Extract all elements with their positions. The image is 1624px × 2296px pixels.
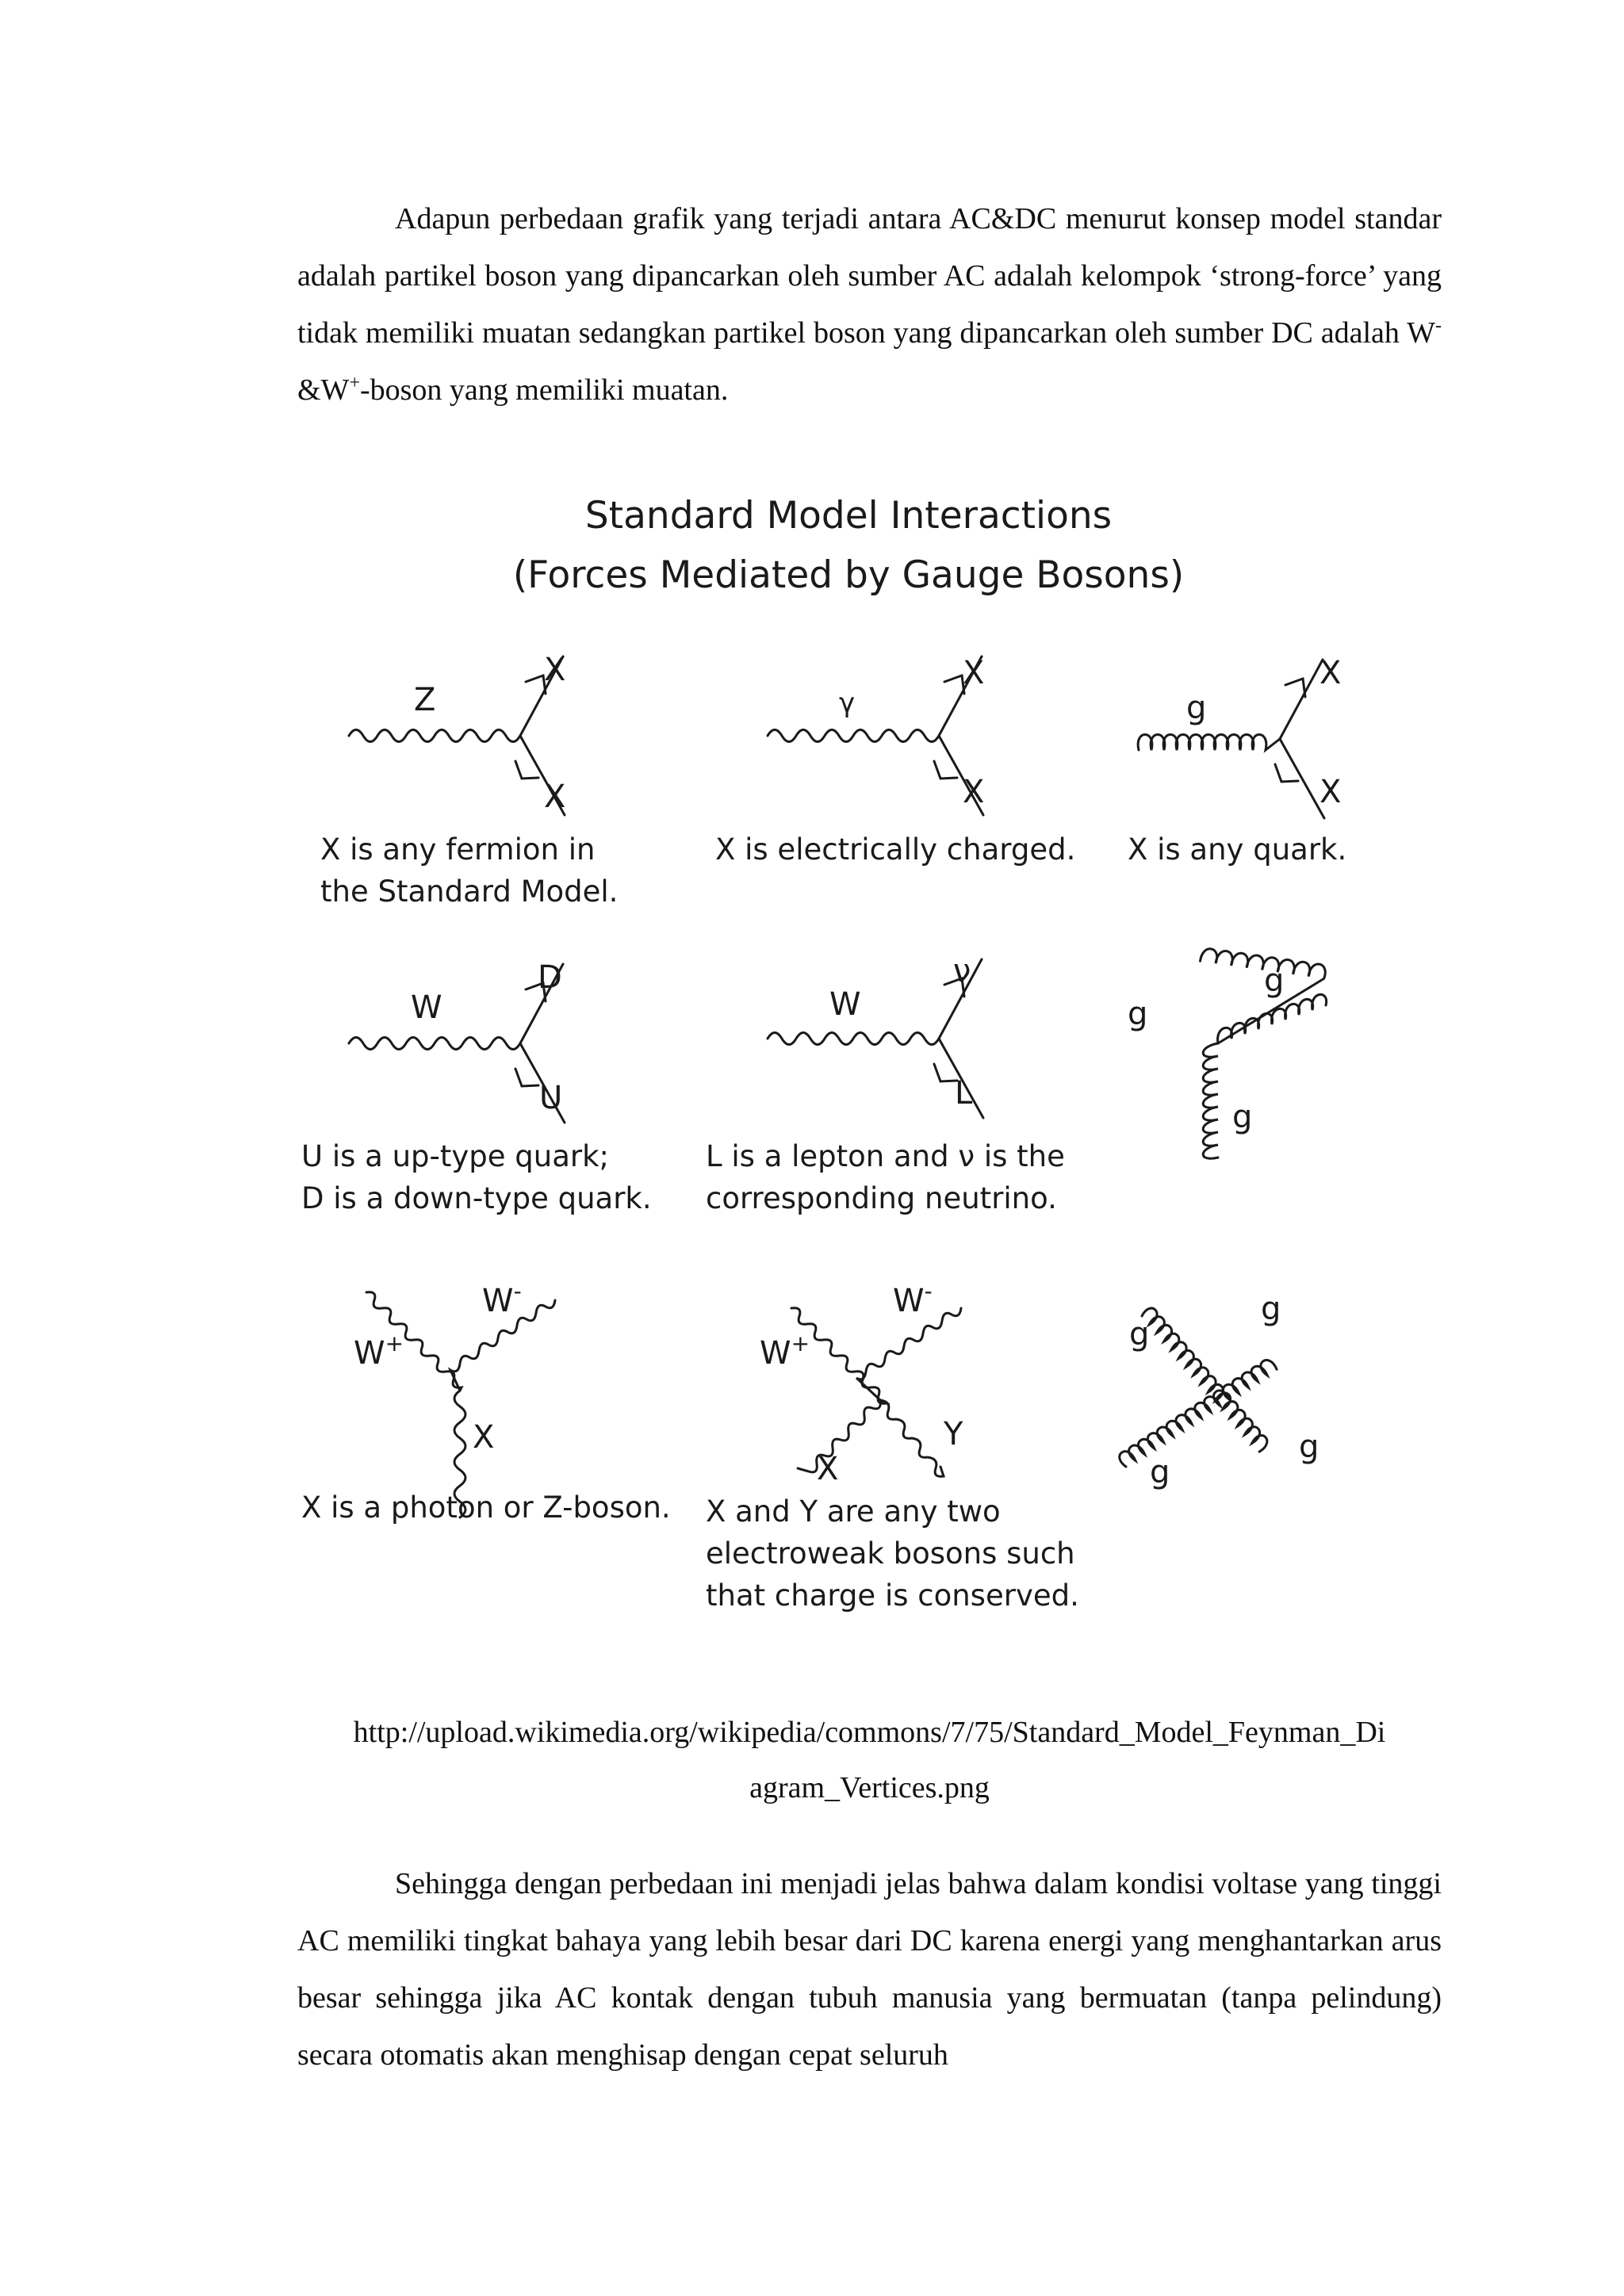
diagram-w-pair-vertex (366, 1292, 555, 1517)
arrow-head-icon (1285, 679, 1305, 697)
label-x-out: X (544, 652, 566, 688)
source-line-2: agram_Vertices.png (749, 1771, 990, 1804)
caption-line: L is a lepton and ν is the (706, 1139, 1065, 1173)
label-d: D (538, 959, 562, 996)
source-line-1: http://upload.wikimedia.org/wikipedia/commons/7/75/Standard_Model_Feynman_Di (353, 1716, 1386, 1749)
label-g: g (1128, 996, 1148, 1032)
label-l: L (955, 1075, 973, 1112)
caption-charged: X is electrically charged. (715, 832, 1076, 867)
caption-line: that charge is conserved. (706, 1578, 1079, 1613)
intro-text-a: Adapun perbedaan grafik yang terjadi antara AC&DC menurut konsep model standar adalah partikel boson yang dipancarkan oleh sumber AC adalah kelompok ‘strong-force’ yang tidak memiliki muatan sedangkan partikel boson yang dipancarkan oleh sumber DC adalah W (297, 202, 1442, 350)
label-g: g (1150, 1454, 1170, 1490)
label-w-minus: W- (893, 1278, 933, 1319)
label-y: Y (944, 1416, 963, 1452)
figure-title-line-2: (Forces Mediated by Gauge Bosons) (512, 553, 1185, 597)
caption-line: corresponding neutrino. (706, 1181, 1057, 1215)
caption-lepton-neutrino (706, 1135, 1065, 1219)
z-boson-wavy-line (349, 730, 520, 742)
quark-line-in (1280, 739, 1324, 818)
label-w: W (829, 986, 861, 1023)
caption-line: the Standard Model. (320, 874, 619, 909)
label-u: U (539, 1080, 563, 1116)
photon-wavy-line (768, 730, 939, 742)
label-g: g (1186, 690, 1207, 726)
caption-line: U is a up-type quark; (301, 1139, 610, 1173)
w-boson-wavy-line (768, 1033, 939, 1045)
caption-line: X and Y are any two (706, 1494, 1001, 1529)
label-x-out: X (963, 655, 985, 691)
superscript-minus: - (1435, 316, 1442, 336)
label-x-in: X (1320, 774, 1342, 810)
gluon-curly-line (1218, 994, 1327, 1043)
label-g: g (1261, 1291, 1281, 1327)
y-boson-wavy-line (880, 1400, 944, 1476)
label-gamma: γ (839, 687, 856, 719)
label-w-plus: W+ (760, 1330, 810, 1372)
caption-up-down-quark (301, 1135, 652, 1219)
caption-line: D is a down-type quark. (301, 1181, 652, 1215)
quark-line-out (1280, 660, 1323, 739)
label-g: g (1264, 962, 1285, 999)
diagram-w-boson-quark-vertex (349, 964, 565, 1123)
w-boson-wavy-line (349, 1038, 520, 1050)
gluon-curly-line (1166, 909, 1329, 1073)
gluon-curly-line (1138, 735, 1280, 751)
label-w-plus: W+ (354, 1330, 404, 1372)
conclusion-text: Sehingga dengan perbedaan ini menjadi jelas bahwa dalam kondisi voltase yang tinggi AC memiliki tingkat bahaya yang lebih besar dari DC karena energi yang menghantarkan arus besar sehingga jika AC kontak dengan tubuh manusia yang bermuatan (tanpa pelindung) secara otomatis akan menghisap dengan cepat seluruh (297, 1867, 1442, 2072)
diagram-w-boson-lepton-vertex (768, 959, 983, 1118)
intro-text-b: &W (297, 373, 350, 407)
caption-line: electroweak bosons such (706, 1536, 1075, 1571)
conclusion-paragraph (297, 1855, 1442, 2084)
label-z: Z (414, 682, 436, 718)
diagram-z-boson-vertex (349, 656, 565, 815)
diagram-photon-vertex (768, 656, 983, 815)
label-w: W (411, 989, 442, 1026)
label-x: X (817, 1451, 839, 1487)
gluon-curly-line (1203, 1043, 1218, 1158)
gluon-curly-line (1116, 1339, 1277, 1486)
x-boson-wavy-line (798, 1400, 880, 1472)
label-x-in: X (544, 779, 566, 815)
caption-photon-z-boson: X is a photon or Z-boson. (301, 1490, 671, 1525)
label-nu: ν (953, 953, 971, 989)
label-w-minus: W- (482, 1278, 522, 1319)
figure-title-line-1: Standard Model Interactions (584, 494, 1113, 538)
superscript-plus: + (349, 373, 360, 393)
caption-quark: X is any quark. (1128, 832, 1347, 867)
figure-source-url (297, 1705, 1442, 1816)
diagram-gluon-quark-vertex (1138, 660, 1324, 818)
caption-fermion (320, 828, 618, 913)
label-g: g (1129, 1316, 1150, 1353)
label-x: X (473, 1419, 495, 1456)
caption-line: X is any fermion in (320, 832, 596, 867)
arrow-head-icon (944, 675, 964, 694)
arrow-head-icon (526, 675, 546, 694)
caption-electroweak-bosons (706, 1490, 1079, 1617)
label-x-out: X (1320, 655, 1342, 691)
intro-text-c: -boson yang memiliki muatan. (359, 373, 729, 407)
label-g: g (1232, 1099, 1253, 1135)
label-g: g (1299, 1429, 1320, 1465)
label-x-in: X (963, 774, 985, 810)
